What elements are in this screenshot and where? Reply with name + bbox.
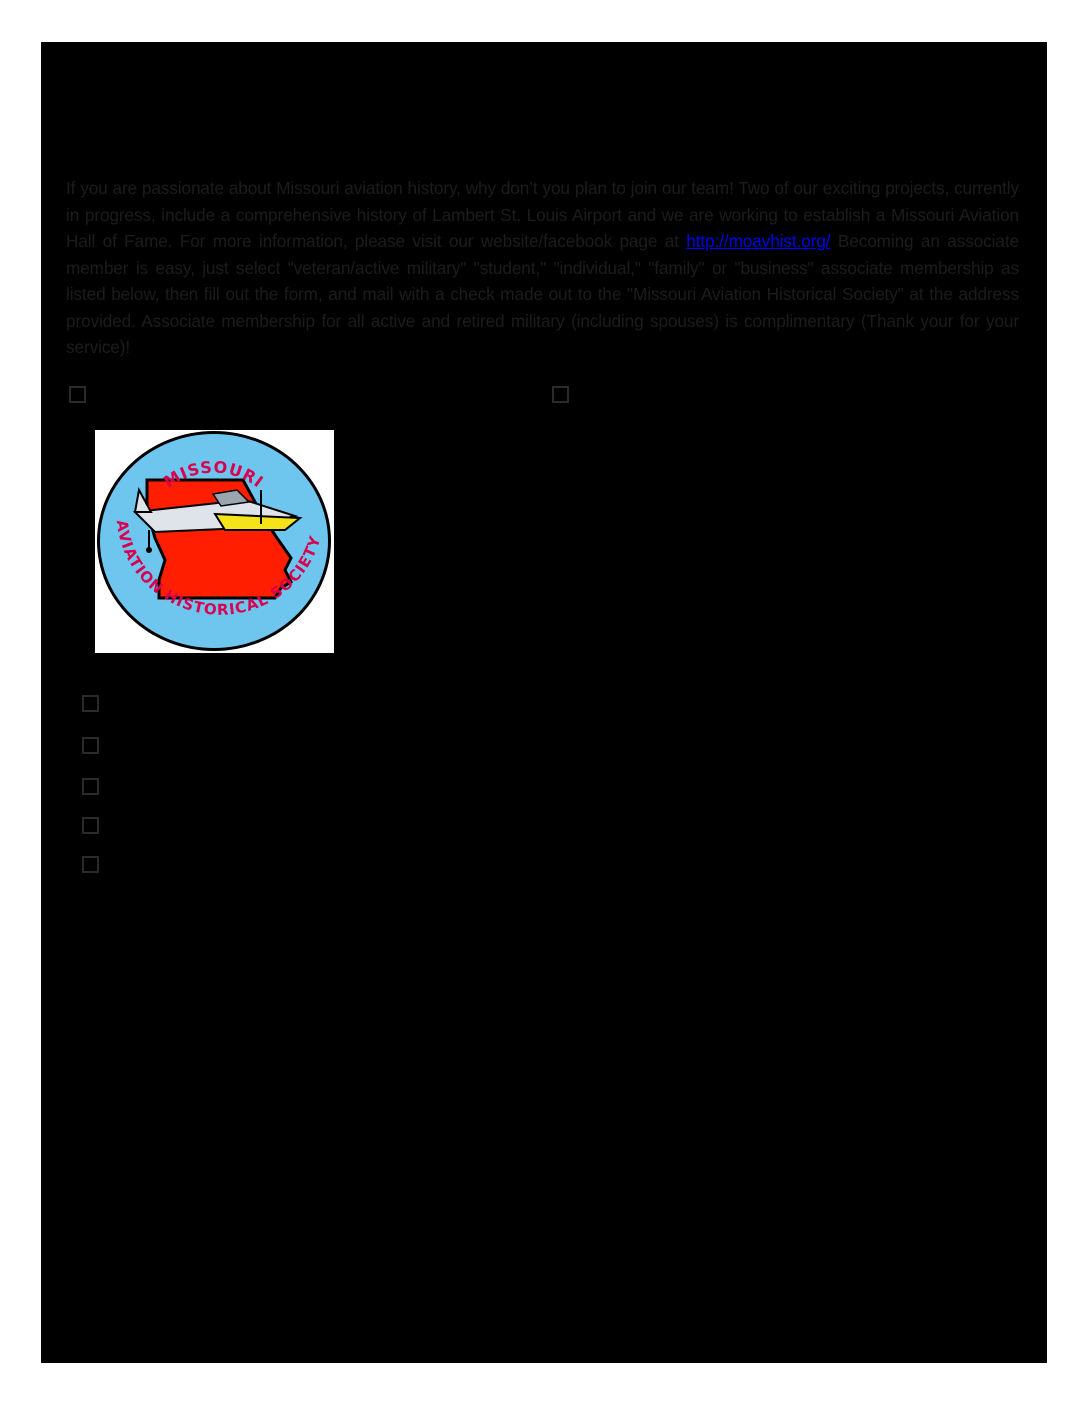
website-link[interactable]: http://moavhist.org/ [686, 231, 831, 251]
membership-checkbox-right[interactable] [552, 386, 569, 403]
membership-checkbox-left[interactable] [69, 386, 86, 403]
membership-option-checkbox-4[interactable] [82, 817, 99, 834]
intro-paragraph [66, 175, 1019, 361]
membership-option-checkbox-1[interactable] [82, 695, 99, 712]
logo-top-text: MISSOURI [160, 457, 268, 492]
intro-text-after-link: Becoming an associate member is easy, just select "veteran/active military" "student," "individual," "family" or "business" associate membership as listed below, then fill out the form, and mail with a check made out to the "Missouri Aviation Historical Society" at the address provided. Associate membership for all active and retired military (including spouses) is complimentary (Thank your for your service)! [66, 231, 1019, 357]
logo-ring-text: AVIATION HISTORICAL SOCIETY [112, 518, 325, 619]
membership-option-checkbox-3[interactable] [82, 778, 99, 795]
society-logo [95, 430, 334, 653]
membership-option-checkbox-5[interactable] [82, 856, 99, 873]
logo-graphic [95, 430, 334, 653]
intro-text-before-link: If you are passionate about Missouri aviation history, why don’t you plan to join our team! Two of our exciting projects, currently in progress, include a comprehensive history of Lambert St. Louis Airport and we are working to establish a Missouri Aviation Hall of Fame. For more information, please visit our website/facebook page at [66, 178, 1019, 251]
membership-option-checkbox-2[interactable] [82, 737, 99, 754]
